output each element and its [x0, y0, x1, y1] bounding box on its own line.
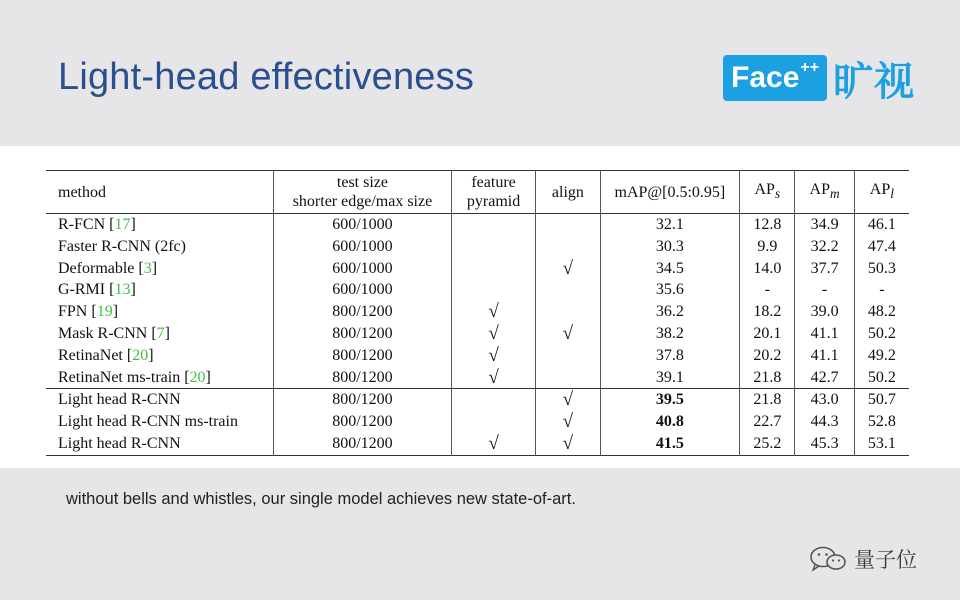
ap-m-cell: 45.3 — [795, 433, 854, 455]
feature-pyramid-cell: √ — [451, 323, 535, 345]
feature-pyramid-cell: √ — [451, 345, 535, 367]
ap-s-cell: 21.8 — [740, 389, 795, 411]
ap-m-cell: - — [795, 279, 854, 301]
header-test-size: test size shorter edge/max size — [274, 171, 452, 214]
feature-pyramid-cell — [451, 258, 535, 280]
ap-s-cell: 12.8 — [740, 214, 795, 236]
logo-chinese: 旷视 — [833, 58, 916, 105]
ap-m-cell: 34.9 — [795, 214, 854, 236]
table-row — [46, 345, 909, 367]
baseline-rows — [46, 214, 909, 389]
results-table — [46, 170, 909, 456]
method-cell: G-RMI [13] — [58, 281, 136, 299]
ap-m-cell: 41.1 — [795, 323, 854, 345]
ap-m-cell: 32.2 — [795, 236, 854, 258]
table-row — [46, 236, 909, 258]
map-cell: 35.6 — [600, 279, 740, 301]
map-cell: 39.5 — [600, 389, 740, 411]
ap-s-cell: 20.2 — [740, 345, 795, 367]
map-cell: 37.8 — [600, 345, 740, 367]
table-row — [46, 389, 909, 411]
header-ap-l: $AP_l$ — [854, 171, 909, 214]
table-row — [46, 301, 909, 323]
method-name: Faster R-CNN (2fc) — [58, 237, 186, 255]
method-name: RetinaNet — [58, 346, 123, 364]
feature-pyramid-cell — [451, 236, 535, 258]
ap-s-cell: 20.1 — [740, 323, 795, 345]
ap-s-cell: - — [740, 279, 795, 301]
ap-l-cell: 49.2 — [854, 345, 909, 367]
method-name: G-RMI — [58, 281, 106, 299]
align-cell: √ — [536, 258, 600, 280]
logo-badge — [723, 55, 827, 101]
ap-s-cell: 22.7 — [740, 411, 795, 433]
test-size-cell: 600/1000 — [274, 258, 452, 280]
ap-m-cell: 42.7 — [795, 367, 854, 389]
ap-m-cell: 43.0 — [795, 389, 854, 411]
align-cell: √ — [536, 433, 600, 455]
citation-link[interactable]: 3 — [143, 259, 152, 277]
ap-l-cell: 50.2 — [854, 367, 909, 389]
table-row — [46, 258, 909, 280]
table-row — [46, 279, 909, 301]
map-cell: 39.1 — [600, 367, 740, 389]
ap-s-cell: 18.2 — [740, 301, 795, 323]
footnote: without bells and whistles, our single model achieves new state-of-art. — [66, 490, 576, 508]
company-logo — [723, 55, 916, 105]
method-cell — [46, 433, 274, 455]
method-cell: Mask R-CNN [7] — [58, 324, 170, 342]
map-cell: 36.2 — [600, 301, 740, 323]
watermark-text: 量子位 — [854, 548, 917, 572]
align-cell: √ — [536, 389, 600, 411]
feature-pyramid-cell: √ — [451, 301, 535, 323]
align-cell — [536, 345, 600, 367]
ap-l-cell: 47.4 — [854, 236, 909, 258]
test-size-cell: 600/1000 — [274, 214, 452, 236]
ap-l-cell: 53.1 — [854, 433, 909, 455]
ap-m-cell: 37.7 — [795, 258, 854, 280]
citation-link[interactable]: 17 — [114, 216, 131, 233]
method-name: RetinaNet ms-train — [58, 368, 181, 386]
test-size-cell: 800/1200 — [274, 433, 452, 455]
header-method: method — [58, 183, 106, 201]
ap-l-cell: 50.3 — [854, 258, 909, 280]
map-cell: 30.3 — [600, 236, 740, 258]
ap-l-cell: 50.7 — [854, 389, 909, 411]
ap-l-cell: 50.2 — [854, 323, 909, 345]
test-size-cell: 800/1200 — [274, 301, 452, 323]
ap-l-cell: 46.1 — [854, 214, 909, 236]
ap-l-cell: - — [854, 279, 909, 301]
method-name: R-FCN — [58, 216, 106, 233]
ap-s-cell: 21.8 — [740, 367, 795, 389]
feature-pyramid-cell — [451, 389, 535, 411]
method-cell: FPN [19] — [58, 303, 119, 321]
feature-pyramid-cell — [451, 411, 535, 433]
feature-pyramid-cell — [451, 279, 535, 301]
method-name: Light head R-CNN ms-train — [58, 413, 238, 431]
test-size-cell: 800/1200 — [274, 367, 452, 389]
table-row — [46, 367, 909, 389]
ap-m-cell: 44.3 — [795, 411, 854, 433]
feature-pyramid-cell: √ — [451, 433, 535, 455]
map-cell: 34.5 — [600, 258, 740, 280]
logo-plus: ++ — [800, 59, 820, 76]
ap-s-cell: 25.2 — [740, 433, 795, 455]
ap-l-cell: 52.8 — [854, 411, 909, 433]
header-ap-s: $AP_s$ — [740, 171, 795, 214]
ap-m-cell: 41.1 — [795, 345, 854, 367]
slide-title: Light-head effectiveness — [58, 56, 475, 98]
test-size-cell: 800/1200 — [274, 411, 452, 433]
header-map: mAP@[0.5:0.95] — [600, 171, 740, 214]
table-header-row — [46, 171, 909, 214]
method-cell — [46, 389, 274, 411]
ap-s-cell: 14.0 — [740, 258, 795, 280]
test-size-cell: 600/1000 — [274, 236, 452, 258]
align-cell — [536, 214, 600, 236]
method-cell: R-FCN [17] — [58, 216, 136, 233]
method-name: Light head R-CNN — [58, 391, 181, 409]
map-cell: 32.1 — [600, 214, 740, 236]
map-cell: 38.2 — [600, 323, 740, 345]
align-cell: √ — [536, 323, 600, 345]
ap-l-cell: 48.2 — [854, 301, 909, 323]
method-cell — [46, 411, 274, 433]
method-name: Mask R-CNN — [58, 324, 148, 342]
feature-pyramid-cell: √ — [451, 367, 535, 389]
wechat-icon — [808, 545, 848, 573]
light-head-rows — [46, 389, 909, 455]
method-cell: Deformable [3] — [58, 259, 158, 277]
logo-brand: Face — [731, 61, 800, 94]
align-cell — [536, 367, 600, 389]
header-feature-pyramid: feature pyramid — [451, 171, 535, 214]
method-cell: RetinaNet ms-train [20] — [58, 368, 211, 386]
watermark — [808, 544, 917, 574]
method-name: Light head R-CNN — [58, 434, 181, 452]
test-size-cell: 800/1200 — [274, 389, 452, 411]
feature-pyramid-cell — [451, 214, 535, 236]
align-cell — [536, 279, 600, 301]
citation-link[interactable]: 13 — [114, 281, 131, 299]
table-row — [46, 323, 909, 345]
method-name: FPN — [58, 303, 88, 321]
align-cell: √ — [536, 411, 600, 433]
method-cell — [46, 236, 274, 258]
test-size-cell: 800/1200 — [274, 323, 452, 345]
header-align: align — [536, 171, 600, 214]
ap-m-cell: 39.0 — [795, 301, 854, 323]
citation-link[interactable]: 19 — [96, 303, 113, 321]
map-cell: 40.8 — [600, 411, 740, 433]
table-row — [46, 411, 909, 433]
table-row — [46, 214, 909, 236]
align-cell — [536, 236, 600, 258]
method-name: Deformable — [58, 259, 135, 277]
align-cell — [536, 301, 600, 323]
test-size-cell: 600/1000 — [274, 279, 452, 301]
method-cell: RetinaNet [20] — [58, 346, 154, 364]
map-cell: 41.5 — [600, 433, 740, 455]
table-row — [46, 433, 909, 455]
citation-link[interactable]: 20 — [189, 368, 206, 386]
header-ap-m: $AP_m$ — [795, 171, 854, 214]
test-size-cell: 800/1200 — [274, 345, 452, 367]
ap-s-cell: 9.9 — [740, 236, 795, 258]
citation-link[interactable]: 20 — [132, 346, 149, 364]
citation-link[interactable]: 7 — [156, 324, 165, 342]
